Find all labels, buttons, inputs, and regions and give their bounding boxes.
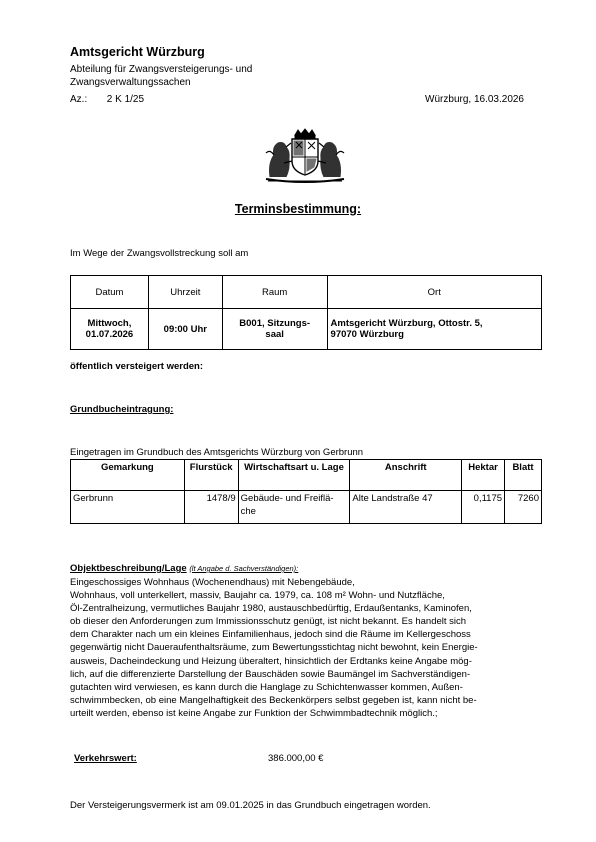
- land-register-heading: Grundbucheintragung:: [70, 404, 174, 415]
- footer-note: Der Versteigerungsvermerk ist am 09.01.2025 in das Grundbuch eingetragen worden.: [70, 800, 431, 811]
- header-cell: Raum: [222, 276, 327, 309]
- hektar-cell: 0,1175: [462, 491, 505, 524]
- object-heading: [70, 563, 298, 574]
- object-description: [70, 576, 542, 720]
- header-cell: Anschrift: [350, 460, 462, 491]
- land-register-table: [70, 459, 542, 524]
- description-line: Eingeschossiges Wohnhaus (Wochenendhaus) mit Nebengebäude,: [70, 577, 355, 588]
- description-line: urteilt werden, ebenso ist keine Angabe zur Funktion der Schwimmbadtechnik möglich.;: [70, 707, 438, 719]
- department-line: Zwangsverwaltungssachen: [70, 77, 191, 88]
- description-line: schwimmbecken, ob eine Mangelhaftigkeit des Beckenkörpers selbst gegeben ist, kann nicht be-: [70, 694, 477, 706]
- appointment-place: [327, 309, 541, 350]
- coat-of-arms-icon: [262, 127, 348, 185]
- sold-text: öffentlich versteigert werden:: [70, 361, 204, 372]
- appointment-table: [70, 275, 542, 350]
- place-date: Würzburg, 16.03.2026: [425, 94, 524, 105]
- department-line: Abteilung für Zwangsversteigerungs- und: [70, 64, 253, 75]
- object-heading-label: Objektbeschreibung/Lage: [70, 563, 187, 574]
- description-line: gutachten wird verwiesen, es kann durch die Hanglage zu Schichtenwasser kommen, Außen-: [70, 681, 463, 693]
- header-cell: Gemarkung: [71, 460, 185, 491]
- description-line: ausweis, Dacheindeckung und Heizung überaltert, hinsichtlich der Erdtanks keine Angabe mög-: [70, 655, 472, 667]
- header-cell: Flurstück: [184, 460, 238, 491]
- intro-text: Im Wege der Zwangsvollstreckung soll am: [70, 248, 249, 259]
- appointment-time: 09:00 Uhr: [148, 309, 222, 350]
- table-row: [71, 309, 542, 350]
- description-line: gegenwärtig nicht Daueraufenthaltsräume, zum Bewertungsstichtag nicht bewohnt, kein Energie-: [70, 642, 478, 654]
- header-cell: Wirtschaftsart u. Lage: [238, 460, 350, 491]
- anschrift-cell: Alte Landstraße 47: [350, 491, 462, 524]
- market-value: 386.000,00 €: [268, 753, 324, 764]
- file-reference: [70, 94, 144, 105]
- gemarkung-cell: Gerbrunn: [71, 491, 185, 524]
- description-line: ob dieser den Anforderungen zum Immissionsschutz genügt, ist nicht bekannt. Es handelt sich: [70, 616, 467, 628]
- file-reference-label: Az.:: [70, 94, 88, 105]
- header-cell: Datum: [71, 276, 149, 309]
- court-department: [70, 63, 330, 89]
- court-name: Amtsgericht Würzburg: [70, 45, 205, 59]
- land-register-intro: Eingetragen im Grundbuch des Amtsgerichts Würzburg von Gerbrunn: [70, 447, 364, 458]
- header-cell: Hektar: [462, 460, 505, 491]
- appointment-room: [222, 309, 327, 350]
- description-line: lich, auf die differenzierte Darstellung der Bauschäden sowie Baumängel im Sachverständigen-: [70, 668, 471, 680]
- table-row: [71, 491, 542, 524]
- room-line: saal: [265, 329, 284, 340]
- flurstueck-cell: 1478/9: [184, 491, 238, 524]
- object-heading-note: (lt Angabe d. Sachverständigen):: [189, 564, 299, 573]
- wirtschaftsart-cell: Gebäude- und Freiflä-che: [238, 491, 350, 524]
- header-cell: Uhrzeit: [148, 276, 222, 309]
- table-header-row: [71, 460, 542, 491]
- table-header-row: [71, 276, 542, 309]
- room-line: B001, Sitzungs-: [239, 318, 311, 329]
- appointment-date: [71, 309, 149, 350]
- market-value-label: Verkehrswert:: [74, 753, 137, 764]
- header-cell: Ort: [327, 276, 541, 309]
- document-title: Terminsbestimmung:: [234, 202, 362, 216]
- blatt-cell: 7260: [505, 491, 542, 524]
- file-reference-value: 2 K 1/25: [106, 94, 145, 105]
- description-line: dem Charakter nach um ein kleines Einfamilienhaus, jedoch sind die Räume im Kellergeschoss: [70, 629, 471, 641]
- place-line: 97070 Würzburg: [330, 329, 404, 340]
- header-cell: Blatt: [505, 460, 542, 491]
- description-line: Wohnhaus, voll unterkellert, massiv, Baujahr ca. 1979, ca. 108 m² Wohn- und Nutzfläche,: [70, 590, 445, 602]
- description-line: Öl-Zentralheizung, vermutliches Baujahr 1980, austauschbedürftig, Erdaußentanks, Kaminofen,: [70, 603, 472, 615]
- date-line: 01.07.2026: [85, 329, 134, 340]
- date-line: Mittwoch,: [87, 318, 132, 329]
- place-line: Amtsgericht Würzburg, Ottostr. 5,: [330, 318, 483, 329]
